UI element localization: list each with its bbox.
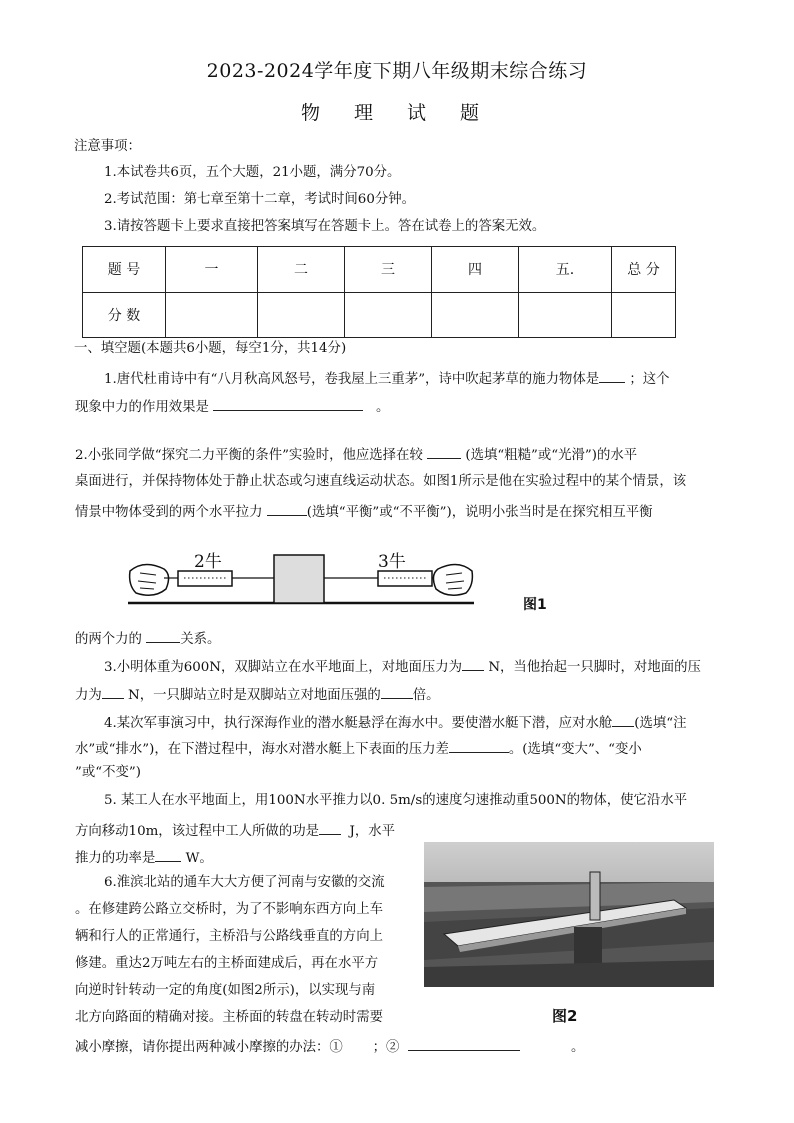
q4-text: 。(选填“变大”、“变小	[508, 742, 642, 757]
score-header-cell: 四	[432, 247, 519, 293]
q1-text: 1.唐代杜甫诗中有“八月秋高风怒号，卷我屋上三重茅”，诗中吹起茅草的施力物体是	[104, 372, 600, 387]
q6-line: 北方向路面的精确对接。主桥面的转盘在转动时需要	[75, 1010, 383, 1025]
note-item-3: 3.请按答题卡上要求直接把答案填写在答题卡上。答在试卷上的答案无效。	[104, 219, 546, 234]
q6-last-line	[75, 1036, 584, 1057]
answer-blank[interactable]	[155, 847, 181, 862]
q4-line1	[104, 712, 686, 733]
q6-line: 6.淮滨北站的通车大大方便了河南与安徽的交流	[104, 875, 385, 890]
q4-line3: ”或“不变”)	[75, 765, 141, 780]
q5-line1: 5. 某工人在水平地面上，用100N水平推力以0. 5m/s的速度匀速推动重500N的物体，使它沿水平	[104, 793, 688, 808]
score-table	[82, 246, 676, 338]
q2-text: (选填“粗糙”或“光滑”)的水平	[465, 448, 638, 463]
answer-blank[interactable]	[408, 1036, 520, 1051]
q6-line: 。在修建跨公路立交桥时，为了不影响东西方向上车	[75, 902, 383, 917]
q2-text: 情景中物体受到的两个水平拉力	[75, 505, 263, 520]
q1-text: ；这个	[629, 372, 670, 387]
q2-line4	[75, 628, 220, 649]
answer-blank[interactable]	[213, 396, 363, 411]
score-cell[interactable]	[432, 292, 519, 338]
answer-blank[interactable]	[146, 628, 180, 643]
score-header-cell: 总 分	[612, 247, 676, 293]
note-item-2: 2.考试范围：第七章至第十二章，考试时间60分钟。	[104, 192, 416, 207]
figure-2-bridge-photo	[424, 842, 714, 987]
figure-1-right-label: 3牛	[378, 552, 406, 572]
q3-text: 力为	[75, 688, 102, 703]
q2-text: 的两个力的	[75, 632, 142, 647]
q2-text: (选填“平衡”或“不平衡”)，说明小张当时是在探究相互平衡	[306, 505, 653, 520]
score-cell[interactable]	[258, 292, 345, 338]
score-header-cell: 二	[258, 247, 345, 293]
score-header-cell: 五.	[519, 247, 612, 293]
q2-line2: 桌面进行，并保持物体处于静止状态或匀速直线运动状态。如图1所示是他在实验过程中的某个情景，该	[75, 474, 687, 489]
score-cell[interactable]	[612, 292, 676, 338]
q4-line2	[75, 738, 642, 759]
score-header-cell: 题 号	[83, 247, 166, 293]
answer-blank[interactable]	[427, 444, 461, 459]
section1-heading: 一、填空题(本题共6小题，每空1分，共14分)	[74, 341, 347, 356]
q3-text: N，当他抬起一只脚时，对地面的压	[488, 660, 701, 675]
answer-blank[interactable]	[267, 501, 307, 516]
answer-blank[interactable]	[599, 368, 625, 383]
score-header-cell: 一	[166, 247, 258, 293]
figure-2-caption: 图2	[552, 1007, 578, 1025]
answer-blank[interactable]	[381, 684, 413, 699]
q3-line2	[75, 684, 440, 705]
q6-line: 修建。重达2万吨左右的主桥面建成后，再在水平方	[75, 956, 379, 971]
exam-title: 2023-2024学年度下期八年级期末综合练习	[206, 60, 588, 82]
q5-line2	[75, 820, 395, 841]
q3-text: 3.小明体重为600N，双脚站立在水平地面上，对地面压力为	[104, 660, 463, 675]
score-row-label: 分 数	[83, 292, 166, 338]
q6-line: 辆和行人的正常通行，主桥沿与公路线垂直的方向上	[75, 929, 383, 944]
q1-text: 。	[375, 400, 390, 415]
answer-blank[interactable]	[319, 820, 341, 835]
q1-line1	[104, 368, 670, 389]
q2-text: 2.小张同学做“探究二力平衡的条件”实验时，他应选择在较	[75, 448, 423, 463]
q3-text: N，一只脚站立时是双脚站立对地面压强的	[128, 688, 381, 703]
score-cell[interactable]	[345, 292, 432, 338]
q4-text: 4.某次军事演习中，执行深海作业的潜水艇悬浮在海水中。要使潜水艇下潜，应对水舱	[104, 716, 613, 731]
q6-text: 减小摩擦，请你提出两种减小摩擦的办法：①	[75, 1040, 343, 1055]
score-cell[interactable]	[519, 292, 612, 338]
q3-line1	[104, 656, 701, 677]
q6-line: 向逆时针转动一定的角度(如图2所示)，以实现与南	[75, 983, 376, 998]
exam-subtitle: 物 理 试 题	[300, 102, 494, 124]
answer-blank[interactable]	[612, 712, 634, 727]
q3-text: 倍。	[412, 688, 440, 703]
q2-line3	[75, 501, 653, 522]
figure-1-diagram	[126, 545, 476, 615]
q5-text: W。	[185, 851, 213, 866]
answer-blank[interactable]	[462, 656, 484, 671]
note-item-1: 1.本试卷共6页，五个大题，21小题，满分70分。	[104, 165, 401, 180]
q5-text: 推力的功率是	[75, 851, 156, 866]
score-header-cell: 三	[345, 247, 432, 293]
notes-heading: 注意事项：	[74, 139, 141, 154]
q5-line3	[75, 847, 213, 868]
q5-text: 方向移动10m，该过程中工人所做的功是	[75, 824, 319, 839]
q6-text: ；②	[372, 1040, 400, 1055]
figure-1-caption: 图1	[523, 597, 547, 613]
q1-text: 现象中力的作用效果是	[75, 400, 209, 415]
q6-text: 。	[570, 1040, 585, 1055]
q2-line1	[75, 444, 637, 465]
q4-text: 水”或“排水”)，在下潜过程中，海水对潜水艇上下表面的压力差	[75, 742, 449, 757]
q5-text: J，水平	[349, 824, 396, 839]
score-table-header-row	[83, 247, 676, 293]
answer-blank[interactable]	[449, 738, 509, 753]
figure-1-left-label: 2牛	[194, 552, 222, 572]
score-cell[interactable]	[166, 292, 258, 338]
q2-text: 关系。	[180, 632, 221, 647]
score-table-score-row	[83, 292, 676, 338]
q1-line2	[75, 396, 389, 417]
answer-blank[interactable]	[102, 684, 124, 699]
q4-text: (选填“注	[634, 716, 687, 731]
